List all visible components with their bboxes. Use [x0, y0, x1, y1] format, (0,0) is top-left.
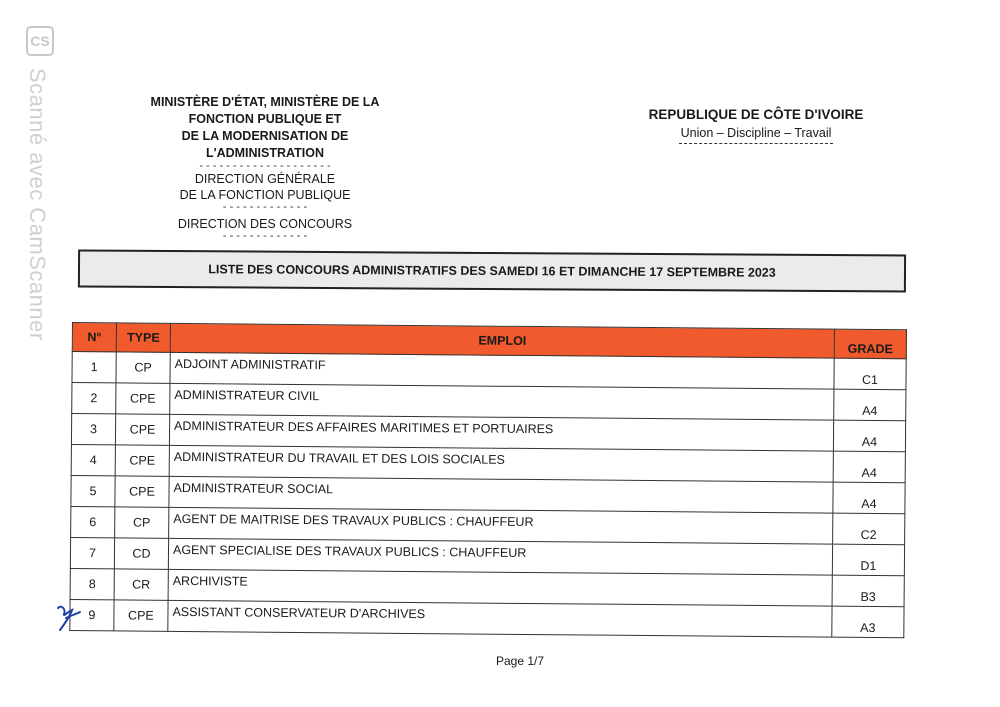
ministry-line-4: L'ADMINISTRATION: [205, 146, 324, 160]
row-emploi: ASSISTANT CONSERVATEUR D'ARCHIVES: [168, 600, 832, 637]
republic-header: [638, 106, 874, 144]
row-type: CP: [116, 352, 170, 383]
separator: - - - - - - - - - - - - -: [222, 230, 308, 242]
header-num: N°: [72, 323, 116, 352]
row-num: 8: [70, 568, 114, 599]
camscanner-watermark: [26, 26, 62, 386]
row-grade: D1: [832, 544, 904, 576]
row-grade: C2: [833, 513, 905, 545]
row-emploi: ADJOINT ADMINISTRATIF: [170, 352, 834, 389]
row-emploi: AGENT DE MAITRISE DES TRAVAUX PUBLICS : CHAUFFEUR: [169, 507, 833, 544]
dg-line-1: DIRECTION GÉNÉRALE: [194, 172, 336, 186]
row-grade: A4: [833, 451, 905, 483]
row-emploi: ARCHIVISTE: [168, 569, 832, 606]
ministry-line-3: DE LA MODERNISATION DE: [181, 129, 349, 143]
ministry-line-1: MINISTÈRE D'ÉTAT, MINISTÈRE DE LA: [150, 95, 380, 109]
row-grade: A4: [833, 482, 905, 514]
row-type: CP: [115, 507, 169, 538]
page-number: Page 1/7: [495, 654, 545, 668]
row-emploi: ADMINISTRATEUR DES AFFAIRES MARITIMES ET PORTUAIRES: [169, 414, 833, 451]
row-type: CR: [114, 569, 168, 600]
motto: Union – Discipline – Travail: [679, 125, 834, 144]
row-grade: A4: [833, 420, 905, 452]
watermark-text: Scanné avec CamScanner: [25, 68, 50, 341]
title-box: [78, 249, 906, 292]
header-type: TYPE: [116, 323, 170, 352]
row-grade: A4: [834, 389, 906, 421]
row-num: 3: [71, 414, 115, 445]
row-num: 6: [71, 506, 115, 537]
row-type: CPE: [115, 476, 169, 507]
row-num: 5: [71, 475, 115, 506]
direction-concours: DIRECTION DES CONCOURS: [177, 217, 353, 231]
table-row: [70, 599, 904, 637]
row-emploi: ADMINISTRATEUR CIVIL: [170, 383, 834, 420]
handwritten-initials-icon: [54, 602, 84, 634]
ministry-line-2: FONCTION PUBLIQUE ET: [188, 112, 342, 126]
row-grade: C1: [834, 358, 906, 390]
row-num: 4: [71, 444, 115, 475]
row-type: CPE: [116, 383, 170, 414]
row-type: CPE: [115, 445, 169, 476]
row-num: 7: [70, 537, 114, 568]
separator: - - - - - - - - - - - - -: [222, 201, 308, 213]
camscanner-logo-icon: CS: [26, 26, 54, 56]
ministry-header: [110, 94, 420, 241]
document-title: LISTE DES CONCOURS ADMINISTRATIFS DES SAMEDI 16 ET DIMANCHE 17 SEPTEMBRE 2023: [208, 262, 776, 280]
row-type: CPE: [114, 600, 168, 631]
row-type: CPE: [115, 414, 169, 445]
header-emploi: EMPLOI: [170, 323, 834, 358]
dg-line-2: DE LA FONCTION PUBLIQUE: [179, 188, 351, 202]
row-emploi: AGENT SPECIALISE DES TRAVAUX PUBLICS : CHAUFFEUR: [168, 538, 832, 575]
row-type: CD: [114, 538, 168, 569]
row-grade: A3: [832, 606, 904, 638]
row-num: 1: [72, 352, 116, 383]
row-num: 9: [70, 599, 114, 630]
row-emploi: ADMINISTRATEUR SOCIAL: [169, 476, 833, 513]
row-num: 2: [72, 383, 116, 414]
concours-table: [69, 322, 906, 638]
row-grade: B3: [832, 575, 904, 607]
republic-title: REPUBLIQUE DE CÔTE D'IVOIRE: [648, 107, 864, 122]
row-emploi: ADMINISTRATEUR DU TRAVAIL ET DES LOIS SOCIALES: [169, 445, 833, 482]
header-grade: GRADE: [834, 329, 906, 359]
separator: - - - - - - - - - - - - - - - - - - - -: [199, 160, 331, 172]
